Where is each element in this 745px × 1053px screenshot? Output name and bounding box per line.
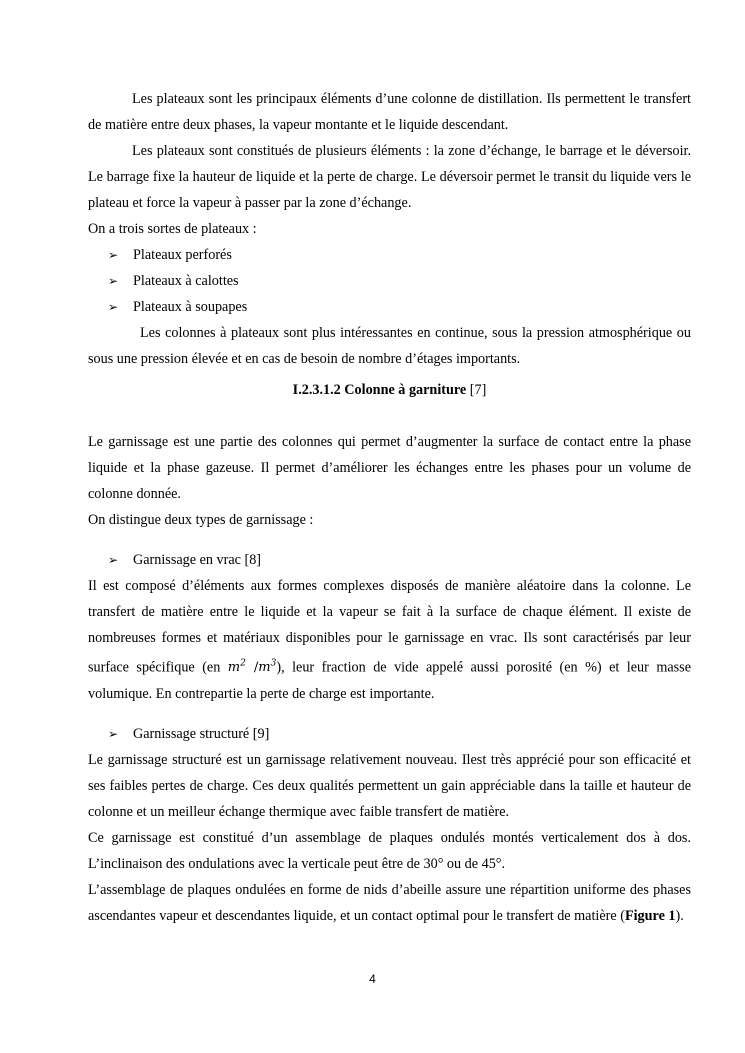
page-number: 4 — [369, 972, 376, 986]
structure-list — [88, 721, 691, 747]
section-heading: I.2.3.1.2 Colonne à garniture [7] — [292, 382, 487, 398]
paragraph-vrac: Il est composé d’éléments aux formes complexes disposés de manière aléatoire dans la colonne. Le transfert de matière entre le liquide et la vapeur se fait à la surface de chaque élément. Il existe de nombreuses formes et matériaux disponibles pour le garnissage en vrac. Ils sont caractérisés par leur surface spécifique (en $m^2$ $/m^3$), leur fraction de vide appelé aussi porosité (en %) et leur masse volumique. En contrepartie la perte de charge est importante. — [88, 578, 691, 703]
list-item: ➢ Plateaux à soupapes — [88, 294, 691, 320]
paragraph-structure-1: Le garnissage structuré est un garnissage relativement nouveau. Ilest très apprécié pour son efficacité et ses faibles pertes de charge. Ces deux qualités permettent un gain appréciable dans la taille et hauteur de colonne et un meilleur échange thermique avec faible transfert de matière. — [88, 752, 691, 821]
list-item: ➢ Garnissage en vrac [8] — [88, 547, 691, 573]
plateaux-types-intro: On a trois sortes de plateaux : — [88, 221, 257, 237]
arrow-bullet-icon: ➢ — [108, 553, 119, 567]
paragraph-structure-3: L’assemblage de plaques ondulées en forme de nids d’abeille assure une répartition uniforme des phases ascendantes vapeur et descendantes liquide, et un contact optimal pour le transfert de matière (Figure 1). — [88, 882, 691, 925]
list-item: ➢ Garnissage structuré [9] — [88, 721, 691, 747]
spacer — [88, 707, 691, 721]
arrow-bullet-icon: ➢ — [108, 248, 119, 262]
paragraph-plateaux-intro: Les plateaux sont les principaux éléments d’une colonne de distillation. Ils permettent le transfert de matière entre deux phases, la vapeur montante et le liquide descendant. — [88, 91, 691, 133]
vrac-list — [88, 547, 691, 573]
paragraph-garnissage-intro: Le garnissage est une partie des colonnes qui permet d’augmenter la surface de contact entre la phase liquide et la phase gazeuse. Il permet d’améliorer les échanges entre les phases pour un volume de colonne donnée. — [88, 434, 691, 502]
spacer — [88, 403, 691, 429]
garnissage-types-intro: On distingue deux types de garnissage : — [88, 512, 314, 528]
plateaux-list — [88, 242, 691, 320]
arrow-bullet-icon: ➢ — [108, 727, 119, 742]
unit-formula: $m^2$ $/m^3$ — [227, 659, 277, 676]
arrow-bullet-icon: ➢ — [108, 274, 119, 288]
paragraph-structure-2: Ce garnissage est constitué d’un assemblage de plaques ondulés montés verticalement dos à dos. L’inclinaison des ondulations avec la verticale peut être de 30° ou de 45°. — [88, 830, 691, 873]
paragraph-plateaux-elements: Les plateaux sont constitués de plusieurs éléments : la zone d’échange, le barrage et le déversoir. Le barrage fixe la hauteur de liquide et la perte de charge. Le déversoir permet le transit du liquide vers le plateau et force la vapeur à passer par la zone d’échange. — [88, 143, 691, 211]
list-item: ➢ Plateaux perforés — [88, 242, 691, 268]
paragraph-plateaux-conclusion: Les colonnes à plateaux sont plus intéressantes en continue, sous la pression atmosphérique ou sous une pression élevée et en cas de besoin de nombre d’étages importants. — [88, 325, 691, 367]
list-item: ➢ Plateaux à calottes — [88, 268, 691, 294]
document-body — [88, 86, 691, 929]
arrow-bullet-icon: ➢ — [108, 300, 119, 314]
spacer — [88, 533, 691, 547]
